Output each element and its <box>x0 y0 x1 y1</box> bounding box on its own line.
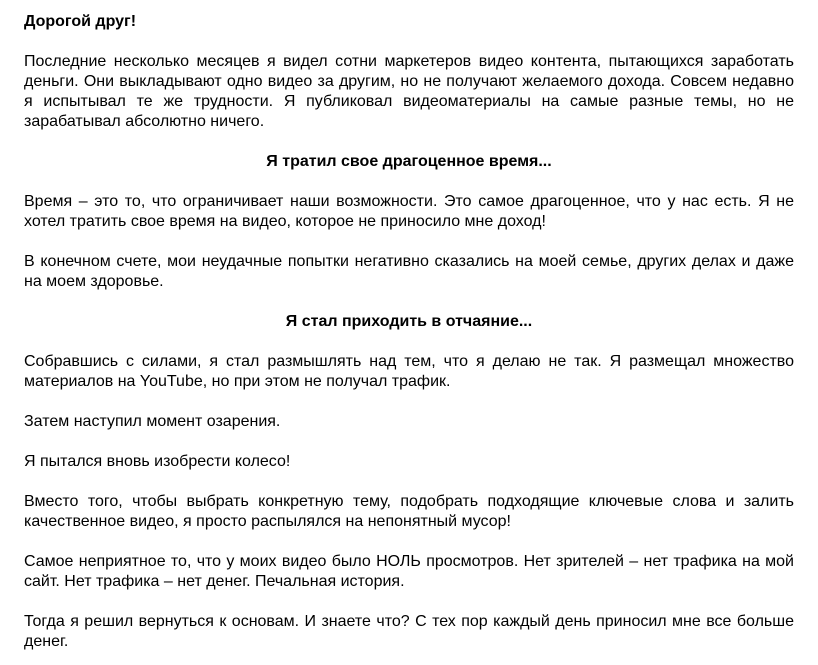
paragraph-reinvent-wheel: Я пытался вновь изобрести колесо! <box>24 453 291 470</box>
paragraph-intro: Последние несколько месяцев я видел сотни маркетеров видео контента, пытающихся заработать деньги. Они выкладывают одно видео за другим, но не получают желаемого дохода. Совсем недавно я испытывал те же трудности. Я публиковал видеоматериалы на самые разные темы, но не зарабатывал абсолютно ничего. <box>24 53 794 130</box>
paragraph-mistake: Вместо того, чтобы выбрать конкретную тему, подобрать подходящие ключевые слова и залить качественное видео, я просто распылялся на непонятный мусор! <box>24 493 794 530</box>
paragraph-zero-views: Самое неприятное то, что у моих видео было НОЛЬ просмотров. Нет зрителей – нет трафика на мой сайт. Нет трафика – нет денег. Печальная история. <box>24 553 794 590</box>
section-heading-despair: Я стал приходить в отчаяние... <box>285 313 533 330</box>
paragraph-time: Время – это то, что ограничивает наши возможности. Это самое драгоценное, что у нас есть. Я не хотел тратить свое время на видео, которое не приносило мне доход! <box>24 193 794 230</box>
paragraph-reflection: Собравшись с силами, я стал размышлять над тем, что я делаю не так. Я размещал множество материалов на YouTube, но при этом не получал трафик. <box>24 353 794 390</box>
letter-greeting: Дорогой друг! <box>24 13 137 30</box>
section-heading-wasted-time: Я тратил свое драгоценное время... <box>266 153 552 170</box>
paragraph-back-to-basics: Тогда я решил вернуться к основам. И знаете что? С тех пор каждый день приносил мне все больше денег. <box>24 613 794 650</box>
paragraph-insight: Затем наступил момент озарения. <box>24 413 281 430</box>
paragraph-consequences: В конечном счете, мои неудачные попытки негативно сказались на моей семье, других делах и даже на моем здоровье. <box>24 253 794 290</box>
